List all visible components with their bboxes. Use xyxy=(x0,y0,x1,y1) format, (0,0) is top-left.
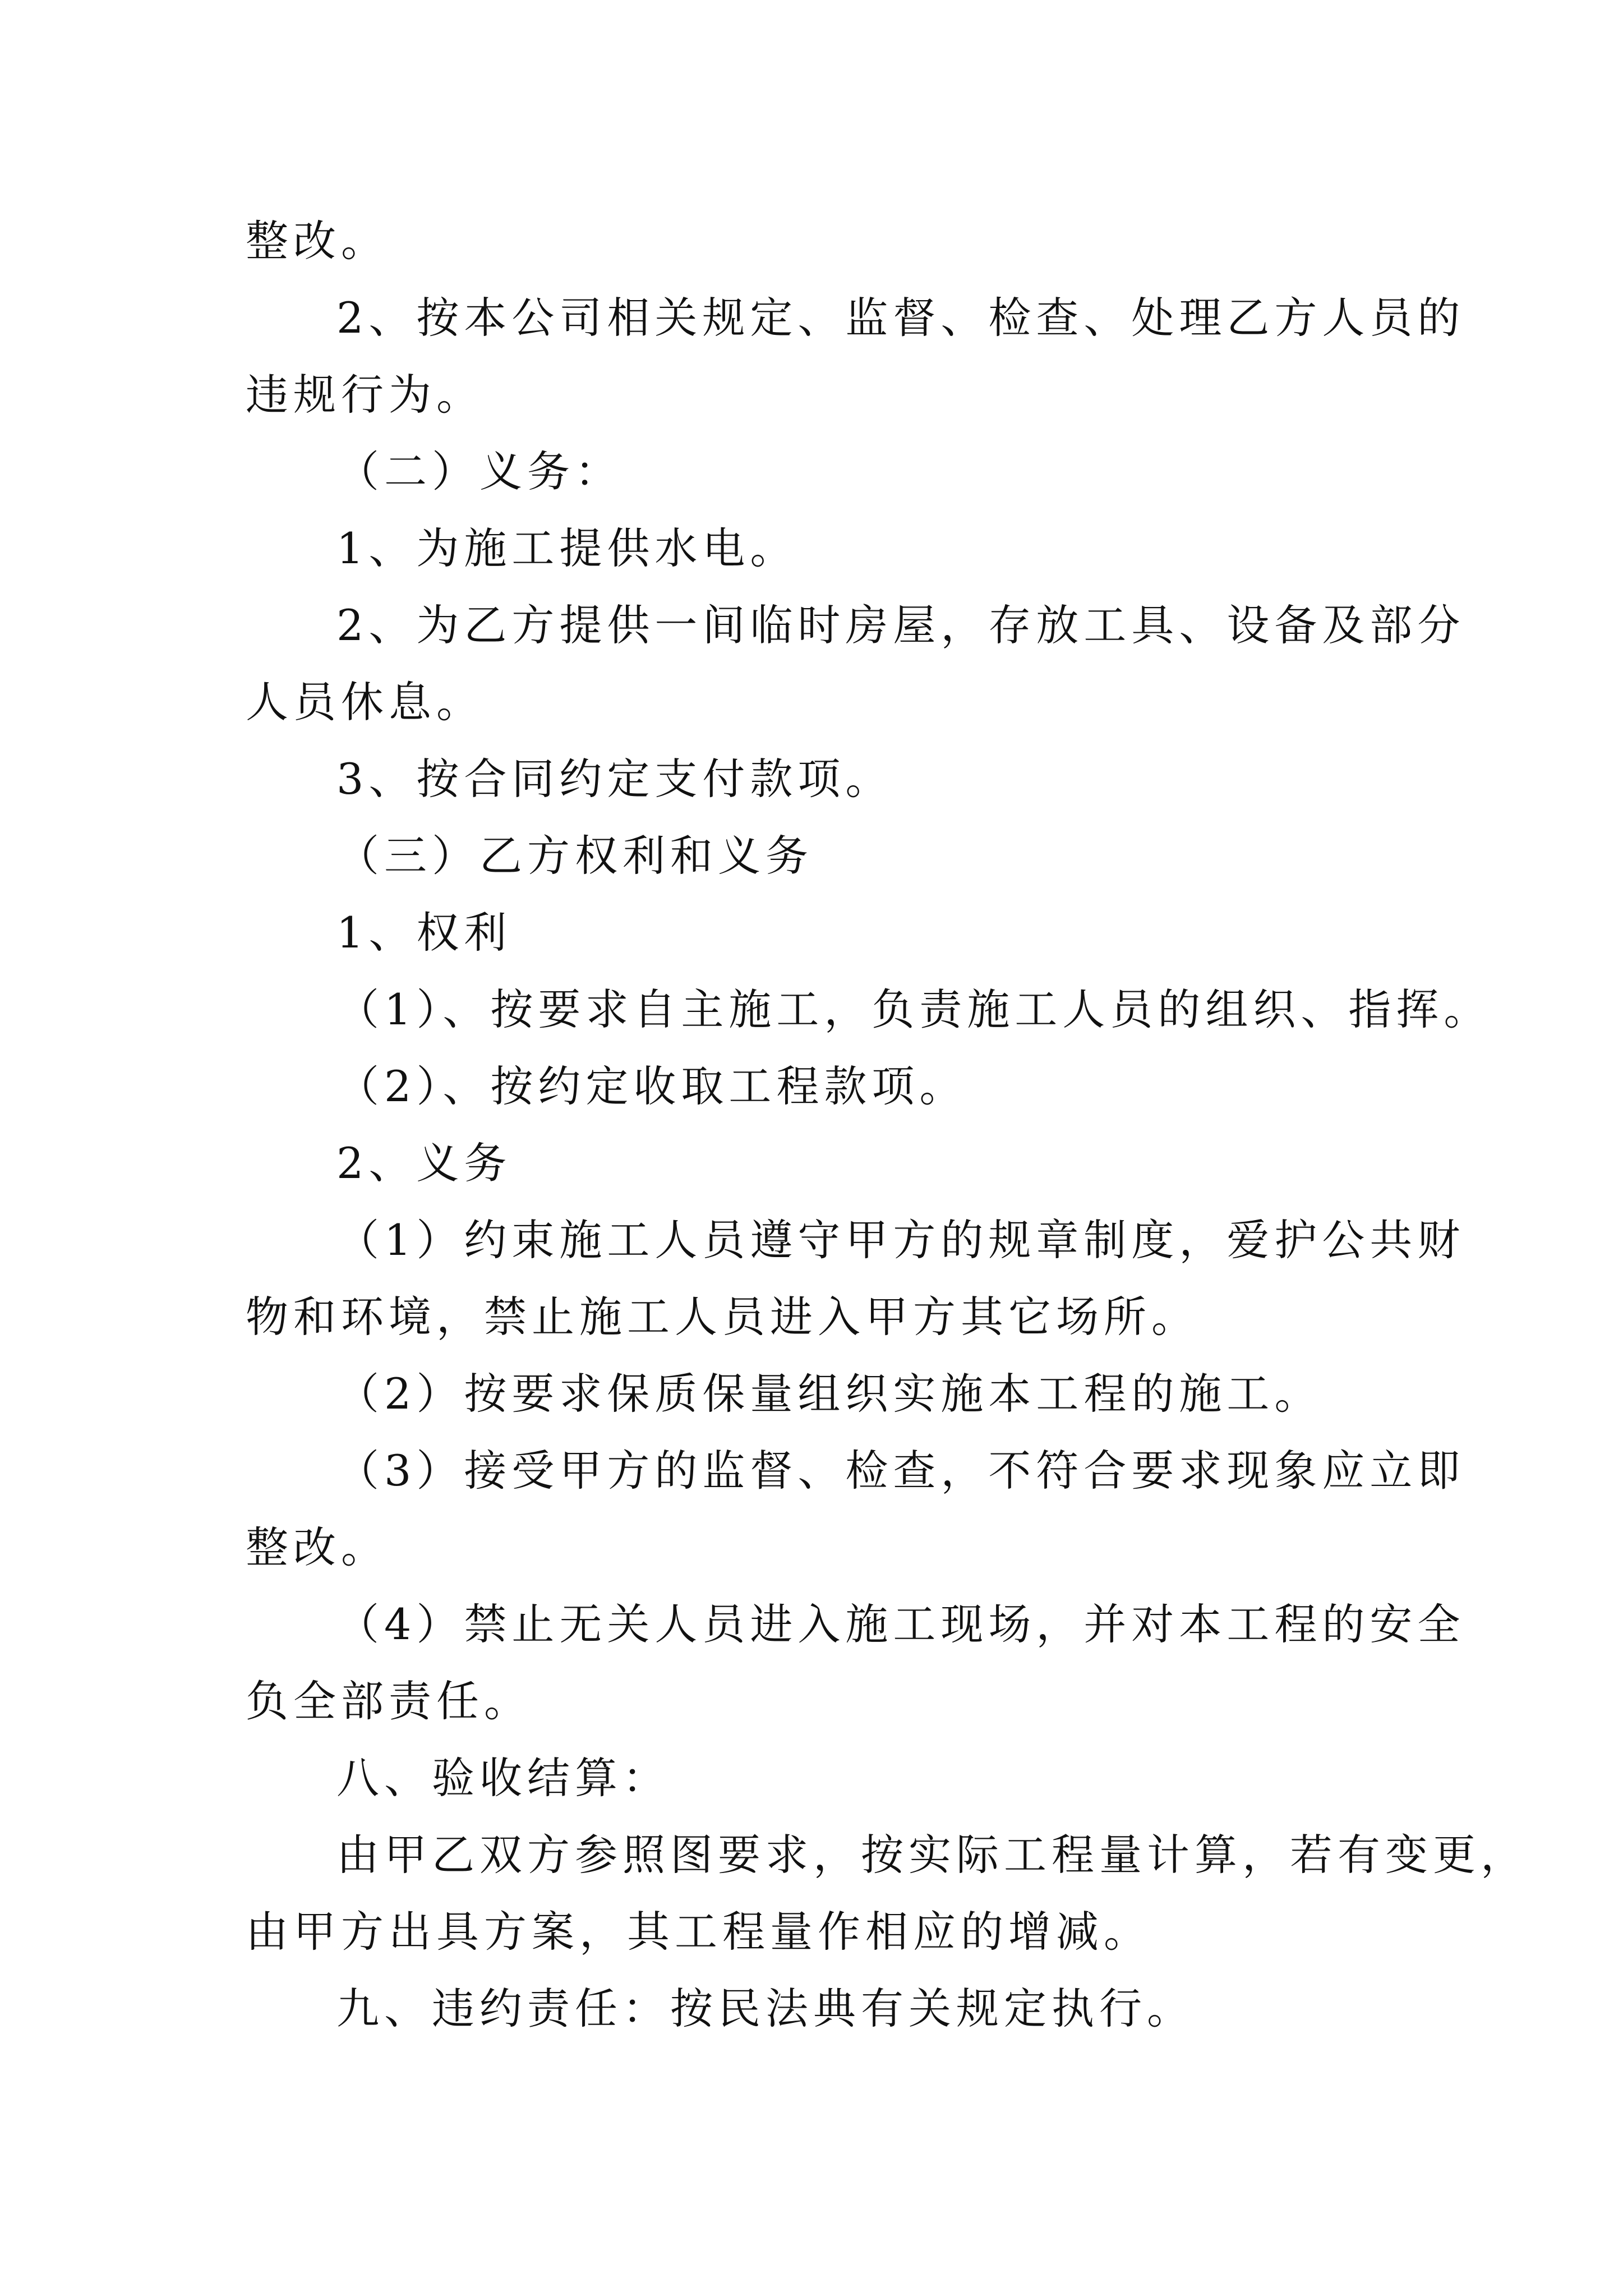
text-line: 整改。 xyxy=(246,1522,389,1572)
text-line: 3、按合同约定支付款项。 xyxy=(336,754,893,804)
text-line: （3）接受甲方的监督、检查，不符合要求现象应立即 xyxy=(336,1446,1465,1496)
text-line: （4）禁止无关人员进入施工现场，并对本工程的安全 xyxy=(336,1599,1465,1649)
text-line: 由甲乙双方参照图要求，按实际工程量计算，若有变更， xyxy=(336,1830,1528,1880)
text-line: 2、按本公司相关规定、监督、检查、处理乙方人员的 xyxy=(336,293,1465,343)
text-line: 2、为乙方提供一间临时房屋，存放工具、设备及部分 xyxy=(336,600,1465,650)
text-line: 物和环境，禁止施工人员进入甲方其它场所。 xyxy=(246,1292,1199,1342)
text-line: 整改。 xyxy=(246,216,389,266)
section-heading: 八、验收结算： xyxy=(336,1753,670,1803)
subsection-heading: 1、权利 xyxy=(336,908,512,958)
section-heading: 九、违约责任：按民法典有关规定执行。 xyxy=(336,1984,1195,2033)
text-line: （2）按要求保质保量组织实施本工程的施工。 xyxy=(336,1369,1322,1419)
text-line: （1）、按要求自主施工，负责施工人员的组织、指挥。 xyxy=(336,984,1492,1034)
subsection-heading: 2、义务 xyxy=(336,1138,512,1188)
section-heading: （二）义务： xyxy=(336,447,623,496)
text-line: 人员休息。 xyxy=(246,677,484,727)
text-line: 1、为施工提供水电。 xyxy=(336,523,798,573)
text-line: （2）、按约定收取工程款项。 xyxy=(336,1061,967,1111)
text-line: 负全部责任。 xyxy=(246,1676,532,1726)
text-line: （1）约束施工人员遵守甲方的规章制度，爱护公共财 xyxy=(336,1215,1465,1265)
text-line: 违规行为。 xyxy=(246,370,484,420)
section-heading: （三）乙方权利和义务 xyxy=(336,831,813,881)
text-line: 由甲方出具方案，其工程量作相应的增减。 xyxy=(246,1907,1151,1957)
